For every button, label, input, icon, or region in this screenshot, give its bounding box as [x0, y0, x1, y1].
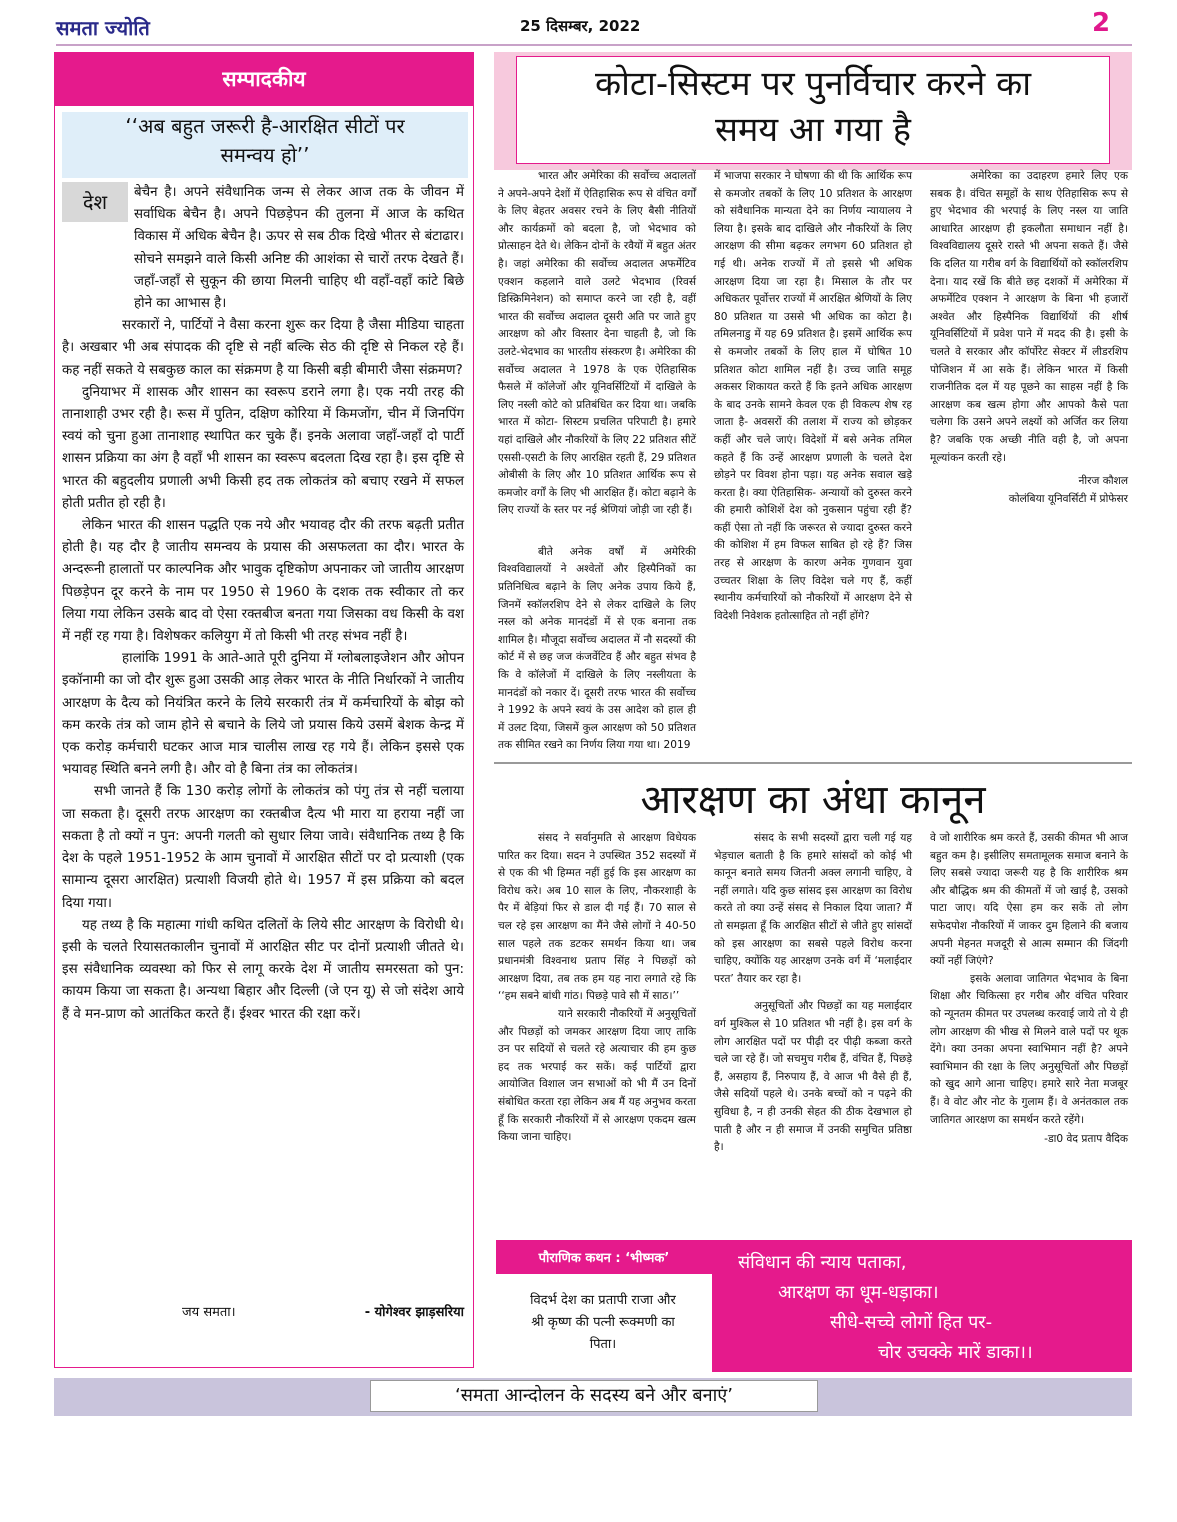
- article-divider: [494, 762, 1132, 764]
- editorial-paragraph: हालांकि 1991 के आते-आते पूरी दुनिया में ग्लोबलाइजेशन और ओपन इकॉनामी का जो दौर शुरू हुआ उसकी आड़ लेकर भारत के नीति निर्धारकों ने जातीय आरक्षण के दैत्य को नियंत्रित करने के लिये सरकारी तंत्र में कर्मचारियों के बोझ को कम करके तंत्र को जाम होने से बचाने के लिये जो प्रयास किये उसमें बेशक केन्द्र में एक करोड़ कर्मचारी घटकर आज मात्र चालीस लाख रह गये हैं। लेकिन इससे एक भयावह स्थिति बनने लगी है। और वो है बिना तंत्र का लोकतंत्र।: [62, 651, 464, 778]
- editorial-paragraph: बेचैन है। अपने संवैधानिक जन्म से लेकर आज तक के जीवन में सर्वाधिक बेचैन है। अपने पिछड़ेपन की तुलना में आज के कथित विकास में अधिक बेचैन है। ऊपर से सब ठीक दिखे भीतर से बंटाढार। सोचने समझने वाले किसी अनिष्ट की आशंका से चारों तरफ देखते हैं। जहाँ-जहाँ से सुकून की छाया मिलनी चाहिए थी वहाँ-वहाँ कांटे बिछे होने का आभास है।: [134, 185, 464, 312]
- editorial-headline-line2: समन्वय हो’’: [220, 143, 310, 167]
- aarakshan-paragraph: संसद ने सर्वानुमति से आरक्षण विधेयक पारित कर दिया। सदन ने उपस्थित 352 सदस्यों में से एक की भी हिम्मत नहीं हुई कि इस आरक्षण का विरोध करे। अब 10 साल के लिए, नौकरशाही के पैर में बेड़ियां फिर से डाल दी गई हैं। 70 साल से चल रहे इस आरक्षण का मैंने जैसे लोगों ने 40-50 साल पहले तक डटकर समर्थन किया था। जब प्रधानमंत्री विश्वनाथ प्रताप सिंह ने पिछड़ों को आरक्षण दिया, तब तक हम यह नारा लगाते रहे कि ‘‘हम सबने बांधी गांठ। पिछड़े पावे सौ में साठ।’’: [498, 832, 696, 1003]
- quota-author: नीरज कौशल: [1078, 475, 1128, 488]
- editorial-body: [62, 182, 464, 1026]
- editorial-paragraph: सभी जानते हैं कि 130 करोड़ लोगों के लोकतंत्र को पंगु तंत्र से नहीं चलाया जा सकता है। दूसरी तरफ आरक्षण का रक्तबीज दैत्य भी मारा या हराया नहीं जा सकता है तो क्यों न पुन: अपनी गलती को सुधार लिया जावे। संवैधानिक तथ्य है कि देश के पहले 1951-1952 के आम चुनावों में आरक्षित सीटों पर दो प्रत्याशी (एक सामान्य दूसरा आरक्षित) प्रत्याशी विजयी होते थे। 1957 में इस प्रक्रिया को बदल दिया गया।: [62, 784, 464, 911]
- aarakshan-paragraph: अनुसूचितों और पिछड़ों का यह मलाईदार वर्ग मुश्किल से 10 प्रतिशत भी नहीं है। इस वर्ग के लोग आरक्षित पदों पर पीढ़ी दर पीढ़ी कब्जा करते चले जा रहे हैं। जो सचमुच गरीब हैं, वंचित हैं, पिछड़े हैं, असहाय हैं, निरुपाय हैं, वे आज भी वैसे ही हैं, जैसे सदियों पहले थे। उनके बच्चों को न पढ़ने की सुविधा है, न ही उनकी सेहत की ठीक देखभाल हो पाती है और न ही समाज में उनकी समुचित प्रतिष्ठा है।: [714, 1000, 912, 1154]
- aarakshan-paragraph: याने सरकारी नौकरियों में अनुसूचितों और पिछड़ों को जमकर आरक्षण दिया जाए ताकि उन पर सदियों से चलते रहे अत्याचार की हम कुछ हद तक भरपाई कर सकें। कई पार्टियों द्वारा आयोजित विशाल जन सभाओं को भी मैं उन दिनों संबोधित करता रहा लेकिन अब मैं यह अनुभव करता हूँ कि सरकारी नौकरियों में से आरक्षण एकदम खत्म किया जाना चाहिए।: [498, 1007, 696, 1144]
- quota-author-affiliation: कोलंबिया यूनिवर्सिटी में प्रोफेसर: [1008, 492, 1128, 505]
- aarakshan-paragraph: संसद के सभी सदस्यों द्वारा चली गई यह भेड़चाल बताती है कि हमारे सांसदों को कोई भी कानून बनाते समय जितनी अक्ल लगानी चाहिए, वे नहीं लगाते। यदि कुछ सांसद इस आरक्षण का विरोध करते तो क्या उन्हें संसद से निकाल दिया जाता? मैं तो समझता हूँ कि आरक्षित सीटों से जीते हुए सांसदों को इस आरक्षण का सबसे पहले विरोध करना चाहिए, क्योंकि यह आरक्षण उनके वर्ग में ‘मलाईदार परत’ तैयार कर रहा है।: [714, 832, 912, 985]
- pauranik-text: [500, 1290, 706, 1356]
- aarakshan-column-3: [930, 830, 1128, 1149]
- header-divider: [56, 44, 1132, 46]
- verse-line: संविधान की न्याय पताका,: [738, 1252, 907, 1273]
- editorial-section-title: सम्पादकीय: [54, 52, 474, 106]
- quota-column-1: [498, 168, 696, 755]
- quota-article-title: [516, 56, 1110, 164]
- editorial-signature: [62, 1302, 464, 1320]
- quota-column-3: [930, 168, 1128, 508]
- quota-paragraph: अमेरिका का उदाहरण हमारे लिए एक सबक है। वंचित समूहों के साथ ऐतिहासिक रूप से हुए भेदभाव की भरपाई के लिए नस्ल या जाति आधारित आरक्षण ही इकलौता समाधान नहीं है। विश्वविद्यालय दूसरे रास्ते भी अपना सकते हैं। जैसे कि दलित या गरीब वर्ग के विद्यार्थियों को स्कॉलरशिप देना। याद रखें कि बीते छह दशकों में अमेरिका में अफर्मेटिव एक्शन ने आरक्षण के बिना भी हजारों अश्वेत और हिस्पैनिक विद्यार्थियों की शीर्ष यूनिवर्सिटियों में प्रवेश पाने में मदद की है। इसी के चलते वे सरकार और कॉर्पोरेट सेक्टर में लीडरशिप पोजिशन में आ सके हैं। लेकिन भारत में किसी राजनीतिक दल में यह पूछने का साहस नहीं है कि आरक्षण कब खत्म होगा और आपको कैसे पता चलेगा कि उसने अपने लक्ष्यों को अर्जित कर लिया है? जबकि एक अच्छी नीति वही है, जो अपना मूल्यांकन करती रहे।: [930, 170, 1128, 464]
- issue-date: 25 दिसम्बर, 2022: [520, 17, 641, 35]
- editorial-author: - योगेश्वर झाड़सरिया: [364, 1305, 464, 1320]
- verse-box: [712, 1240, 1132, 1372]
- aarakshan-column-2: [714, 830, 912, 1157]
- editorial-paragraph: यह तथ्य है कि महात्मा गांधी कथित दलितों के लिये सीट आरक्षण के विरोधी थे। इसी के चलते रियासतकालीन चुनावों में आरक्षित सीट पर दोनों प्रत्याशी जीतते थे। इस संवैधानिक व्यवस्था को फिर से लागू करके देश में जातीय समरसता को पुन: कायम किया जा सकता है। अन्यथा बिहार और दिल्ली (जे एन यू) से जो संदेश आये हैं वे मन-प्राण को आतंकित करते हैं। ईश्वर भारत की रक्षा करें।: [62, 917, 464, 1022]
- page-number: 2: [1092, 8, 1111, 38]
- editorial-headline: [62, 112, 468, 178]
- editorial-paragraph: सरकारों ने, पार्टियों ने वैसा करना शुरू कर दिया है जैसा मीडिया चाहता है। अखबार भी अब संपादक की दृष्टि से नहीं बल्कि सेठ की दृष्टि से निकल रहे हैं। कह नहीं सकते ये सबकुछ काल का संक्रमण है या किसी बड़ी बीमारी जैसा संक्रमण?: [62, 318, 464, 378]
- pauranik-line: श्री कृष्ण की पत्नी रूक्मणी का: [531, 1315, 675, 1330]
- pauranik-line: पिता।: [589, 1337, 617, 1352]
- verse-line: चोर उचक्के मारें डाका।।: [878, 1342, 1033, 1363]
- paper-name: समता ज्योति: [56, 16, 150, 40]
- aarakshan-paragraph: वे जो शारीरिक श्रम करते हैं, उसकी कीमत भी आज बहुत कम है। इसीलिए समतामूलक समाज बनाने के लिए सबसे ज्यादा जरूरी यह है कि शारीरिक श्रम और बौद्धिक श्रम की कीमतों में जो खाई है, उसको पाटा जाए। यदि ऐसा हम कर सकें तो लोग सफेदपोश नौकरियों में जाकर दुम हिलाने की बजाय अपनी मेहनत मजदूरी से आत्म सम्मान की जिंदगी क्यों नहीं जिएंगे?: [930, 832, 1128, 968]
- quota-paragraph: भारत और अमेरिका की सर्वोच्च अदालतों ने अपने-अपने देशों में ऐतिहासिक रूप से वंचित वर्गों के लिए बेहतर अवसर रचने के लिए बैसी नीतियों और कार्यक्रमों को बदला है, जो भेदभाव को प्रोत्साहन देते थे। लेकिन दोनों के रवैयों में बहुत अंतर है। जहां अमेरिका की सर्वोच्च अदालत अफर्मेटिव एक्शन कहलाने वाले उलटे भेदभाव (रिवर्स डिस्क्रिमिनेशन) को समाप्त करने जा रही है, वहीं भारत की सर्वोच्च अदालत दूसरी अति पर जाते हुए आरक्षण को और विस्तार देना चाहती है, जो कि उलटे-भेदभाव का भारतीय संस्करण है। अमेरिका की सर्वोच्च अदालत ने 1978 के एक ऐतिहासिक फैसले में कॉलेजों और यूनिवर्सिटियों में दाखिले के लिए नस्ली कोटे को प्रतिबंधित कर दिया था। जबकि भारत में कोटा- सिस्टम प्रचलित परिपाटी है। हमारे यहां दाखिले और नौकरियों के लिए 22 प्रतिशत सीटें एससी-एसटी के लिए आरक्षित रहती हैं, 29 प्रतिशत ओबीसी के लिए और 10 प्रतिशत आर्थिक रूप से कमजोर वर्गों के लिए भी आरक्षित हैं। कोटा बढ़ाने के लिए राज्यों के स्तर पर नई श्रेणियां जोड़ी जा रही हैं।: [498, 170, 696, 517]
- aarakshan-column-1: [498, 830, 696, 1147]
- quota-column-2: [714, 168, 912, 625]
- verse-line: सीधे-सच्चे लोगों हित पर-: [830, 1312, 993, 1333]
- quota-paragraph-cont: में भाजपा सरकार ने घोषणा की थी कि आर्थिक रूप से कमजोर तबकों के लिए 10 प्रतिशत के आरक्षण को संवैधानिक मान्यता देने का निर्णय न्यायालय ने लिया है। इसके बाद दाखिले और नौकरियों के लिए आरक्षण की सीमा बढ़कर लगभग 60 प्रतिशत हो गई थी। अनेक राज्यों में तो इससे भी अधिक आरक्षण दिया जा रहा है। मिसाल के तौर पर अधिकतर पूर्वोत्तर राज्यों में आरक्षित श्रेणियों के लिए 80 प्रतिशत या उससे भी अधिक का कोटा है। तमिलनाडु में यह 69 प्रतिशत है। इसमें आर्थिक रूप से कमजोर तबकों के लिए हाल में घोषित 10 प्रतिशत कोटा शामिल नहीं है। उच्च जाति समूह अकसर शिकायत करते हैं कि इतने अधिक आरक्षण के बाद उनके सामने केवल एक ही विकल्प शेष रह जाता है- अवसरों की तलाश में राज्य को छोड़कर कहीं और चले जाएं। विदेशों में बसे अनेक तमिल कहते हैं कि उन्हें आरक्षण प्रणाली के चलते देश छोड़ने पर विवश होना पड़ा। यह अनेक सवाल खड़े करता है। क्या ऐतिहासिक- अन्यायों को दुरुस्त करने की हमारी कोशिशें देश को नुकसान पहुंचा रही हैं? कहीं ऐसा तो नहीं कि जरूरत से ज्यादा दुरुस्त करने की कोशिश में हम विफल साबित हो रहे हैं? जिस तरह से आरक्षण के कारण अनेक गुणवान युवा उच्चतर शिक्षा के लिए विदेश चले गए हैं, कहीं स्थानीय कर्मचारियों को नौकरियों में आरक्षण देने से विदेशी निवेशक हतोत्साहित तो नहीं होंगे?: [714, 170, 912, 622]
- aarakshan-author: -डा0 वेद प्रताप वैदिक: [1044, 1133, 1128, 1146]
- editorial-closing: जय समता।: [182, 1305, 236, 1320]
- editorial-paragraph: लेकिन भारत की शासन पद्धति एक नये और भयावह दौर की तरफ बढ़ती प्रतीत होती है। यह दौर है जातीय समन्वय के प्रयास की असफलता का दौर। भारत के अन्दरूनी हालातों पर काल्पनिक और भावुक दृष्टिकोण अपनाकर जो जातीय आरक्षण पिछड़ेपन दूर करने के नाम पर 1950 से 1960 के दशक तक स्वीकार तो कर लिया गया लेकिन उसके बाद वो ऐसा रक्तबीज बनता गया जिसका वध किसी के वश में नहीं रह गया है। विशेषकर कलियुग में तो किसी भी तरह संभव नहीं है।: [62, 518, 464, 645]
- editorial-dropcap: देश: [62, 182, 128, 222]
- aarakshan-paragraph: इसके अलावा जातिगत भेदभाव के बिना शिक्षा और चिकित्सा हर गरीब और वंचित परिवार को न्यूनतम कीमत पर उपलब्ध करवाई जाये तो ये ही लोग आरक्षण की भीख से मिलने वाले पदों पर थूक देंगे। क्या उनका अपना स्वाभिमान नहीं है? अपने स्वाभिमान की रक्षा के लिए अनुसूचितों और पिछड़ों को खुद आगे आना चाहिए। हमारे सारे नेता मजबूर हैं। वे वोट और नोट के गुलाम हैं। वे अनंतकाल तक जातिगत आरक्षण का समर्थन करते रहेंगे।: [930, 972, 1128, 1126]
- footer-slogan: ‘समता आन्दोलन के सदस्य बने और बनाएं’: [370, 1380, 818, 1412]
- quota-title-line2: समय आ गया है: [715, 110, 911, 150]
- verse-line: आरक्षण का धूम-धड़ाका।: [778, 1282, 939, 1303]
- pauranik-title: पौराणिक कथन : ‘भीष्मक’: [496, 1240, 712, 1274]
- editorial-headline-line1: ‘‘अब बहुत जरूरी है-आरक्षित सीटों पर: [125, 114, 405, 138]
- pauranik-line: विदर्भ देश का प्रतापी राजा और: [530, 1293, 676, 1308]
- quota-title-line1: कोटा-सिस्टम पर पुनर्विचार करने का: [594, 64, 1032, 104]
- aarakshan-article-title: आरक्षण का अंधा कानून: [640, 777, 986, 823]
- editorial-paragraph: दुनियाभर में शासक और शासन का स्वरूप डराने लगा है। एक नयी तरह की तानाशाही उभर रही है। रूस में पुतिन, दक्षिण कोरिया में किमजोंग, चीन में जिनपिंग स्वयं को चुना हुआ तानाशाह स्थापित कर चुके हैं। इनके अलावा जहाँ-जहाँ दो पार्टी शासन प्रक्रिया का अंग है वहाँ भी शासन का स्वरूप बदलता दिख रहा है। इस दृष्टि से भारत की बहुदलीय प्रणाली अभी किसी हद तक लोकतंत्र को बचाए रखने में सफल होती प्रतीत हो रही है।: [62, 384, 464, 511]
- quota-paragraph-split: बीते अनेक वर्षों में अमेरिकी विश्वविद्यालयों ने अश्वेतों और हिस्पैनिकों का प्रतिनिधित्व बढ़ाने के लिए अनेक उपाय किये हैं, जिनमें स्कॉलरशिप देने से लेकर दाखिले के लिए नस्ल को अनेक मानदंडों में से एक बनाना तक शामिल है। मौजूदा सर्वोच्च अदालत में नौ सदस्यों की कोर्ट में से छह जज कंजर्वेटिव हैं और बहुत संभव है कि वे कॉलेजों में दाखिले के लिए नस्लीयता के मानदंडों को नकार दें। दूसरी तरफ भारत की सर्वोच्च ने 1992 के अपने स्वयं के उस आदेश को हाल ही में उलट दिया, जिसमें कुल आरक्षण को 50 प्रतिशत तक सीमित रखने का निर्णय लिया गया था। 2019: [498, 545, 696, 752]
